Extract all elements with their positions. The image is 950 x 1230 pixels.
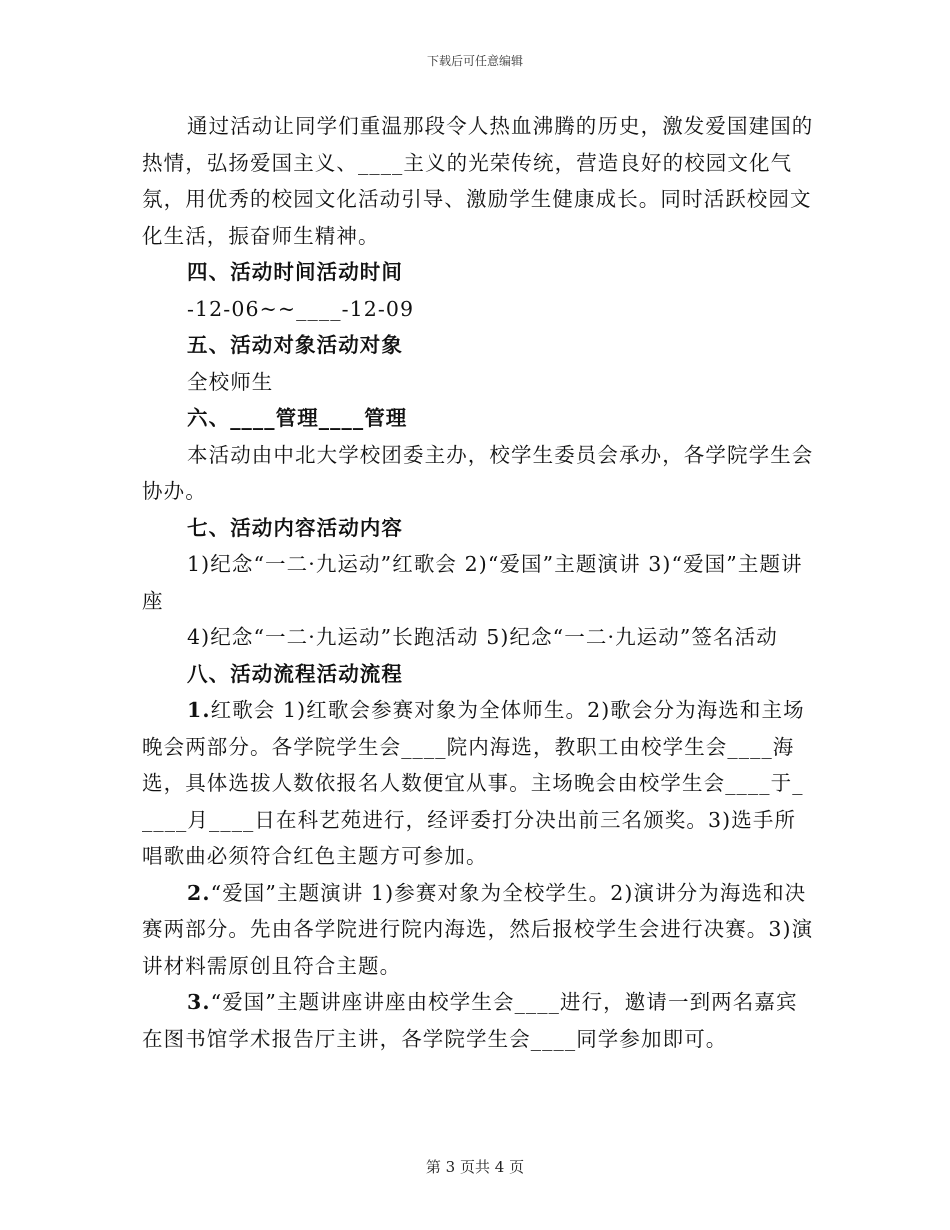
intro-paragraph: 通过活动让同学们重温那段令人热血沸腾的历史，激发爱国建国的热情，弘扬爱国主义、____主义的光荣传统，营造良好的校园文化气氛，用优秀的校园文化活动引导、激励学生健康成长。同时活跃校园文化生活，振奋师生精神。 xyxy=(142,114,814,248)
process-item-number: 2. xyxy=(187,880,211,905)
document-body xyxy=(142,108,814,1057)
process-item-2 xyxy=(142,875,814,985)
page-footer: 第 3 页共 4 页 xyxy=(425,1158,525,1176)
section-heading-process: 八、活动流程活动流程 xyxy=(187,661,403,686)
section-heading-audience: 五、活动对象活动对象 xyxy=(187,333,403,357)
process-item-3 xyxy=(142,984,814,1057)
page-header: 下载后可任意编辑 xyxy=(426,54,523,68)
process-item-number: 3. xyxy=(187,990,211,1014)
process-item-text: 红歌会 1)红歌会参赛对象为全体师生。2)歌会分为海选和主场晚会两部分。各学院学生会____院内海选，教职工由校学生会____海选，具体选拔人数依报名人数便宜从事。主场晚会由校学生会____于_____月____日在科艺苑进行，经评委打分决出前三名颁奖。3)选手所唱歌曲必须符合红色主题方可参加。 xyxy=(142,698,805,868)
time-paragraph: -12-06~~____-12-09 xyxy=(187,296,415,321)
management-paragraph: 本活动由中北大学校团委主办，校学生委员会承办，各学院学生会协办。 xyxy=(142,442,814,503)
process-item-text: “爱国”主题演讲 1)参赛对象为全校学生。2)演讲分为海选和决赛两部分。先由各学院进行院内海选，然后报校学生会进行决赛。3)演讲材料需原创且符合主题。 xyxy=(142,880,814,978)
section-heading-management: 六、____管理____管理 xyxy=(187,406,408,430)
content-paragraph-2: 4)纪念“一二·九运动”长跑活动 5)纪念“一二·九运动”签名活动 xyxy=(187,625,778,649)
process-item-1 xyxy=(142,692,814,875)
process-item-number: 1. xyxy=(187,698,211,722)
process-item-text: “爱国”主题讲座讲座由校学生会____进行，邀请一到两名嘉宾在图书馆学术报告厅主讲，各学院学生会____同学参加即可。 xyxy=(142,990,798,1051)
content-paragraph-1: 1)纪念“一二·九运动”红歌会 2)“爱国”主题演讲 3)“爱国”主题讲座 xyxy=(142,552,803,613)
audience-paragraph: 全校师生 xyxy=(187,369,274,394)
section-heading-content: 七、活动内容活动内容 xyxy=(187,515,403,540)
section-heading-time: 四、活动时间活动时间 xyxy=(187,260,403,284)
